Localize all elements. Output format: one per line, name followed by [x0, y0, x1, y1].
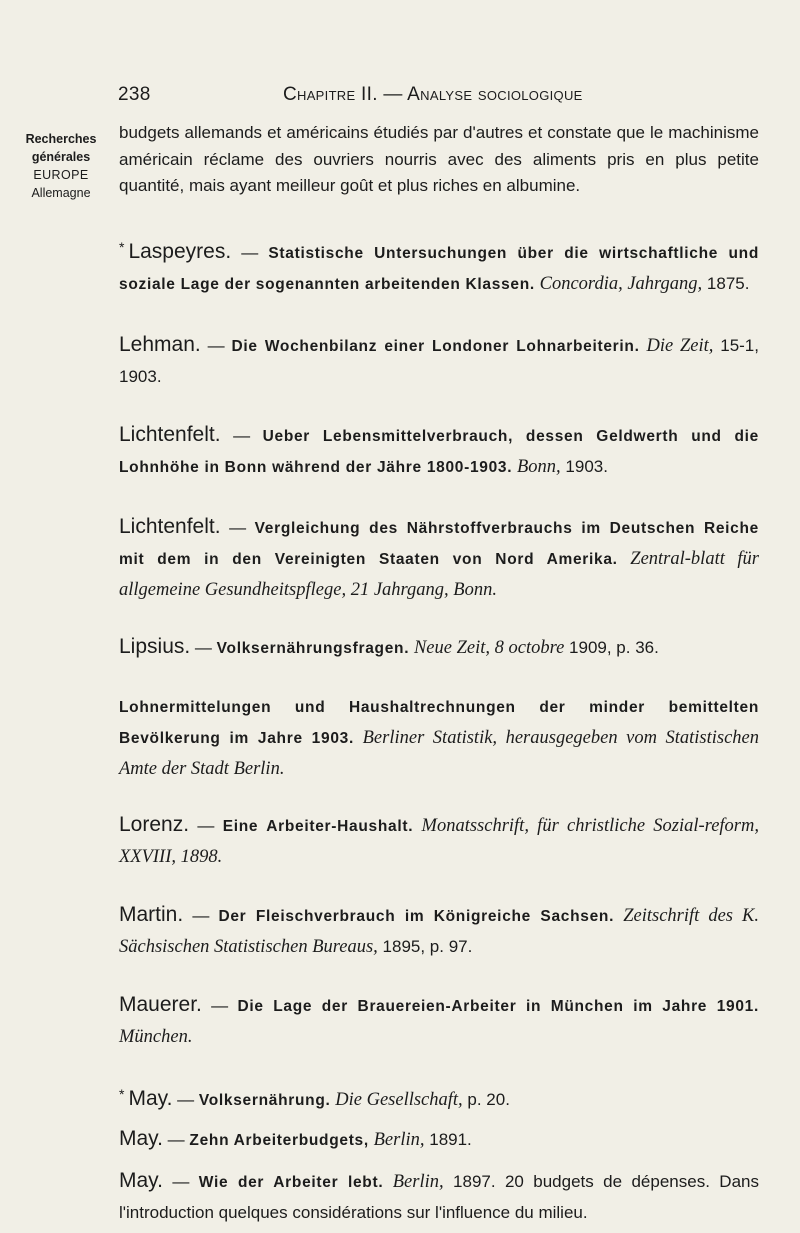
entry-dash: — — [201, 996, 238, 1015]
entry-author: Lorenz. — [119, 813, 190, 836]
bibliography-entry — [119, 232, 759, 300]
entry-publication: Berlin, — [373, 1130, 425, 1150]
entry-author: May. — [128, 1087, 173, 1110]
entry-details: 1909, p. 36. — [569, 638, 659, 657]
entry-publication: Neue Zeit, 8 octobre — [413, 638, 565, 658]
entry-details: 1897. 20 budgets de dépenses. Dans l'introduction quelques considérations sur l'influence du milieu. — [119, 1172, 759, 1222]
asterisk: * — [119, 239, 125, 255]
entry-dash: — — [231, 243, 269, 262]
intro-paragraph: budgets allemands et américains étudiés par d'autres et constate que le machinisme américain réclame des ouvriers nourris avec des aliments pris en plus petite quantité, mais ayant meilleur goût et plus riches en albumine. — [119, 123, 759, 195]
entry-dash: — — [220, 426, 263, 445]
entry-title: Wie der Arbeiter lebt. — [198, 1174, 384, 1191]
entry-title: Ueber Lebensmittelverbrauch, dessen Geldwerth und die Lohnhöhe in Bonn während der Jähre 1800-1903. — [119, 428, 759, 476]
entry-details: 1903. — [565, 457, 608, 476]
bibliography-entry — [119, 900, 759, 962]
entry-title: Lohnermittelungen und Haushaltrechnungen der minder bemittelten Bevölkerung im Jahre 1903. — [119, 699, 759, 747]
entry-publication: Bonn, — [517, 457, 561, 477]
entry-publication: Zentral-blatt für allgemeine Gesundheitspflege, 21 Jahrgang, Bonn. — [119, 549, 759, 600]
entry-dash: — — [172, 1090, 199, 1109]
margin-note-line: Allemagne — [31, 186, 91, 200]
entry-dash: — — [183, 906, 219, 925]
entry-details: 1875. — [706, 274, 750, 293]
entry-author: Laspeyres. — [128, 240, 232, 263]
entry-details: 15-1, 1903. — [119, 336, 759, 386]
entry-publication: Berliner Statistik, herausgegeben vom Statistischen Amte der Stadt Berlin. — [119, 728, 759, 779]
entry-author: Lichtenfelt. — [119, 423, 221, 446]
intro-block — [119, 120, 759, 200]
entry-title: Statistische Untersuchungen über die wirtschaftliche und soziale Lage der sogenannten arbeitenden Klassen. — [119, 245, 759, 293]
entry-publication: Die Gesellschaft, — [335, 1090, 463, 1110]
bibliography-entry — [119, 330, 759, 392]
entry-dash: — — [189, 816, 223, 835]
margin-note-line: EUROPE — [33, 168, 89, 182]
bibliography-entry — [119, 1079, 759, 1116]
entry-publication: Concordia, Jahrgang, — [539, 274, 703, 294]
entry-title: Die Wochenbilanz einer Londoner Lohnarbeiterin. — [231, 338, 640, 355]
bibliography-entry — [119, 420, 759, 483]
entry-details: 1895, p. 97. — [382, 937, 473, 956]
entry-details: 1891. — [429, 1130, 472, 1149]
bibliography-entry — [119, 632, 759, 664]
entry-author: Lehman. — [119, 333, 201, 356]
entry-title: Volksernährungsfragen. — [216, 640, 410, 657]
entry-title: Zehn Arbeiterbudgets, — [189, 1132, 369, 1149]
entry-publication: München. — [119, 1027, 193, 1047]
entry-title: Die Lage der Brauereien-Arbeiter in München im Jahre 1901. — [237, 998, 759, 1015]
entry-title: Volksernährung. — [198, 1092, 331, 1109]
entry-dash: — — [162, 1172, 199, 1191]
entry-dash: — — [162, 1130, 190, 1149]
entry-title: Eine Arbeiter-Haushalt. — [222, 818, 414, 835]
entry-author: Lipsius. — [119, 635, 191, 658]
entry-author: Mauerer. — [119, 993, 202, 1016]
entry-details: p. 20. — [467, 1090, 510, 1109]
page-number: 238 — [118, 84, 151, 105]
asterisk: * — [119, 1086, 125, 1102]
margin-note-line: générales — [31, 150, 91, 164]
entry-dash: — — [200, 336, 232, 355]
bibliography-entry — [119, 1124, 759, 1156]
entry-dash: — — [190, 638, 217, 657]
entry-publication: Monatsschrift, für christliche Sozial-reform, XXVIII, 1898. — [119, 816, 759, 867]
margin-note — [22, 130, 100, 202]
entry-author: May. — [119, 1169, 163, 1192]
bibliography-entry — [119, 810, 759, 872]
entry-author: May. — [119, 1127, 163, 1150]
bibliography-entry — [119, 1166, 759, 1228]
entry-author: Martin. — [119, 903, 184, 926]
entry-dash: — — [220, 518, 255, 537]
bibliography-entry — [119, 990, 759, 1052]
entry-title: Der Fleischverbrauch im Königreiche Sachsen. — [218, 908, 615, 925]
entry-publication: Berlin, — [392, 1172, 444, 1192]
bibliography-entry — [119, 692, 759, 784]
bibliography-entry — [119, 512, 759, 605]
entry-author: Lichtenfelt. — [119, 515, 221, 538]
entry-publication: Die Zeit, — [646, 336, 714, 356]
chapter-title: Chapitre II. — Analyse sociologique — [283, 84, 583, 105]
margin-note-line: Recherches — [25, 132, 97, 146]
entry-publication: Zeitschrift des K. Sächsischen Statistischen Bureaus, — [119, 906, 759, 957]
entry-title: Vergleichung des Nährstoffverbrauchs im Deutschen Reiche mit dem in den Vereinigten Staaten von Nord Amerika. — [119, 520, 759, 568]
